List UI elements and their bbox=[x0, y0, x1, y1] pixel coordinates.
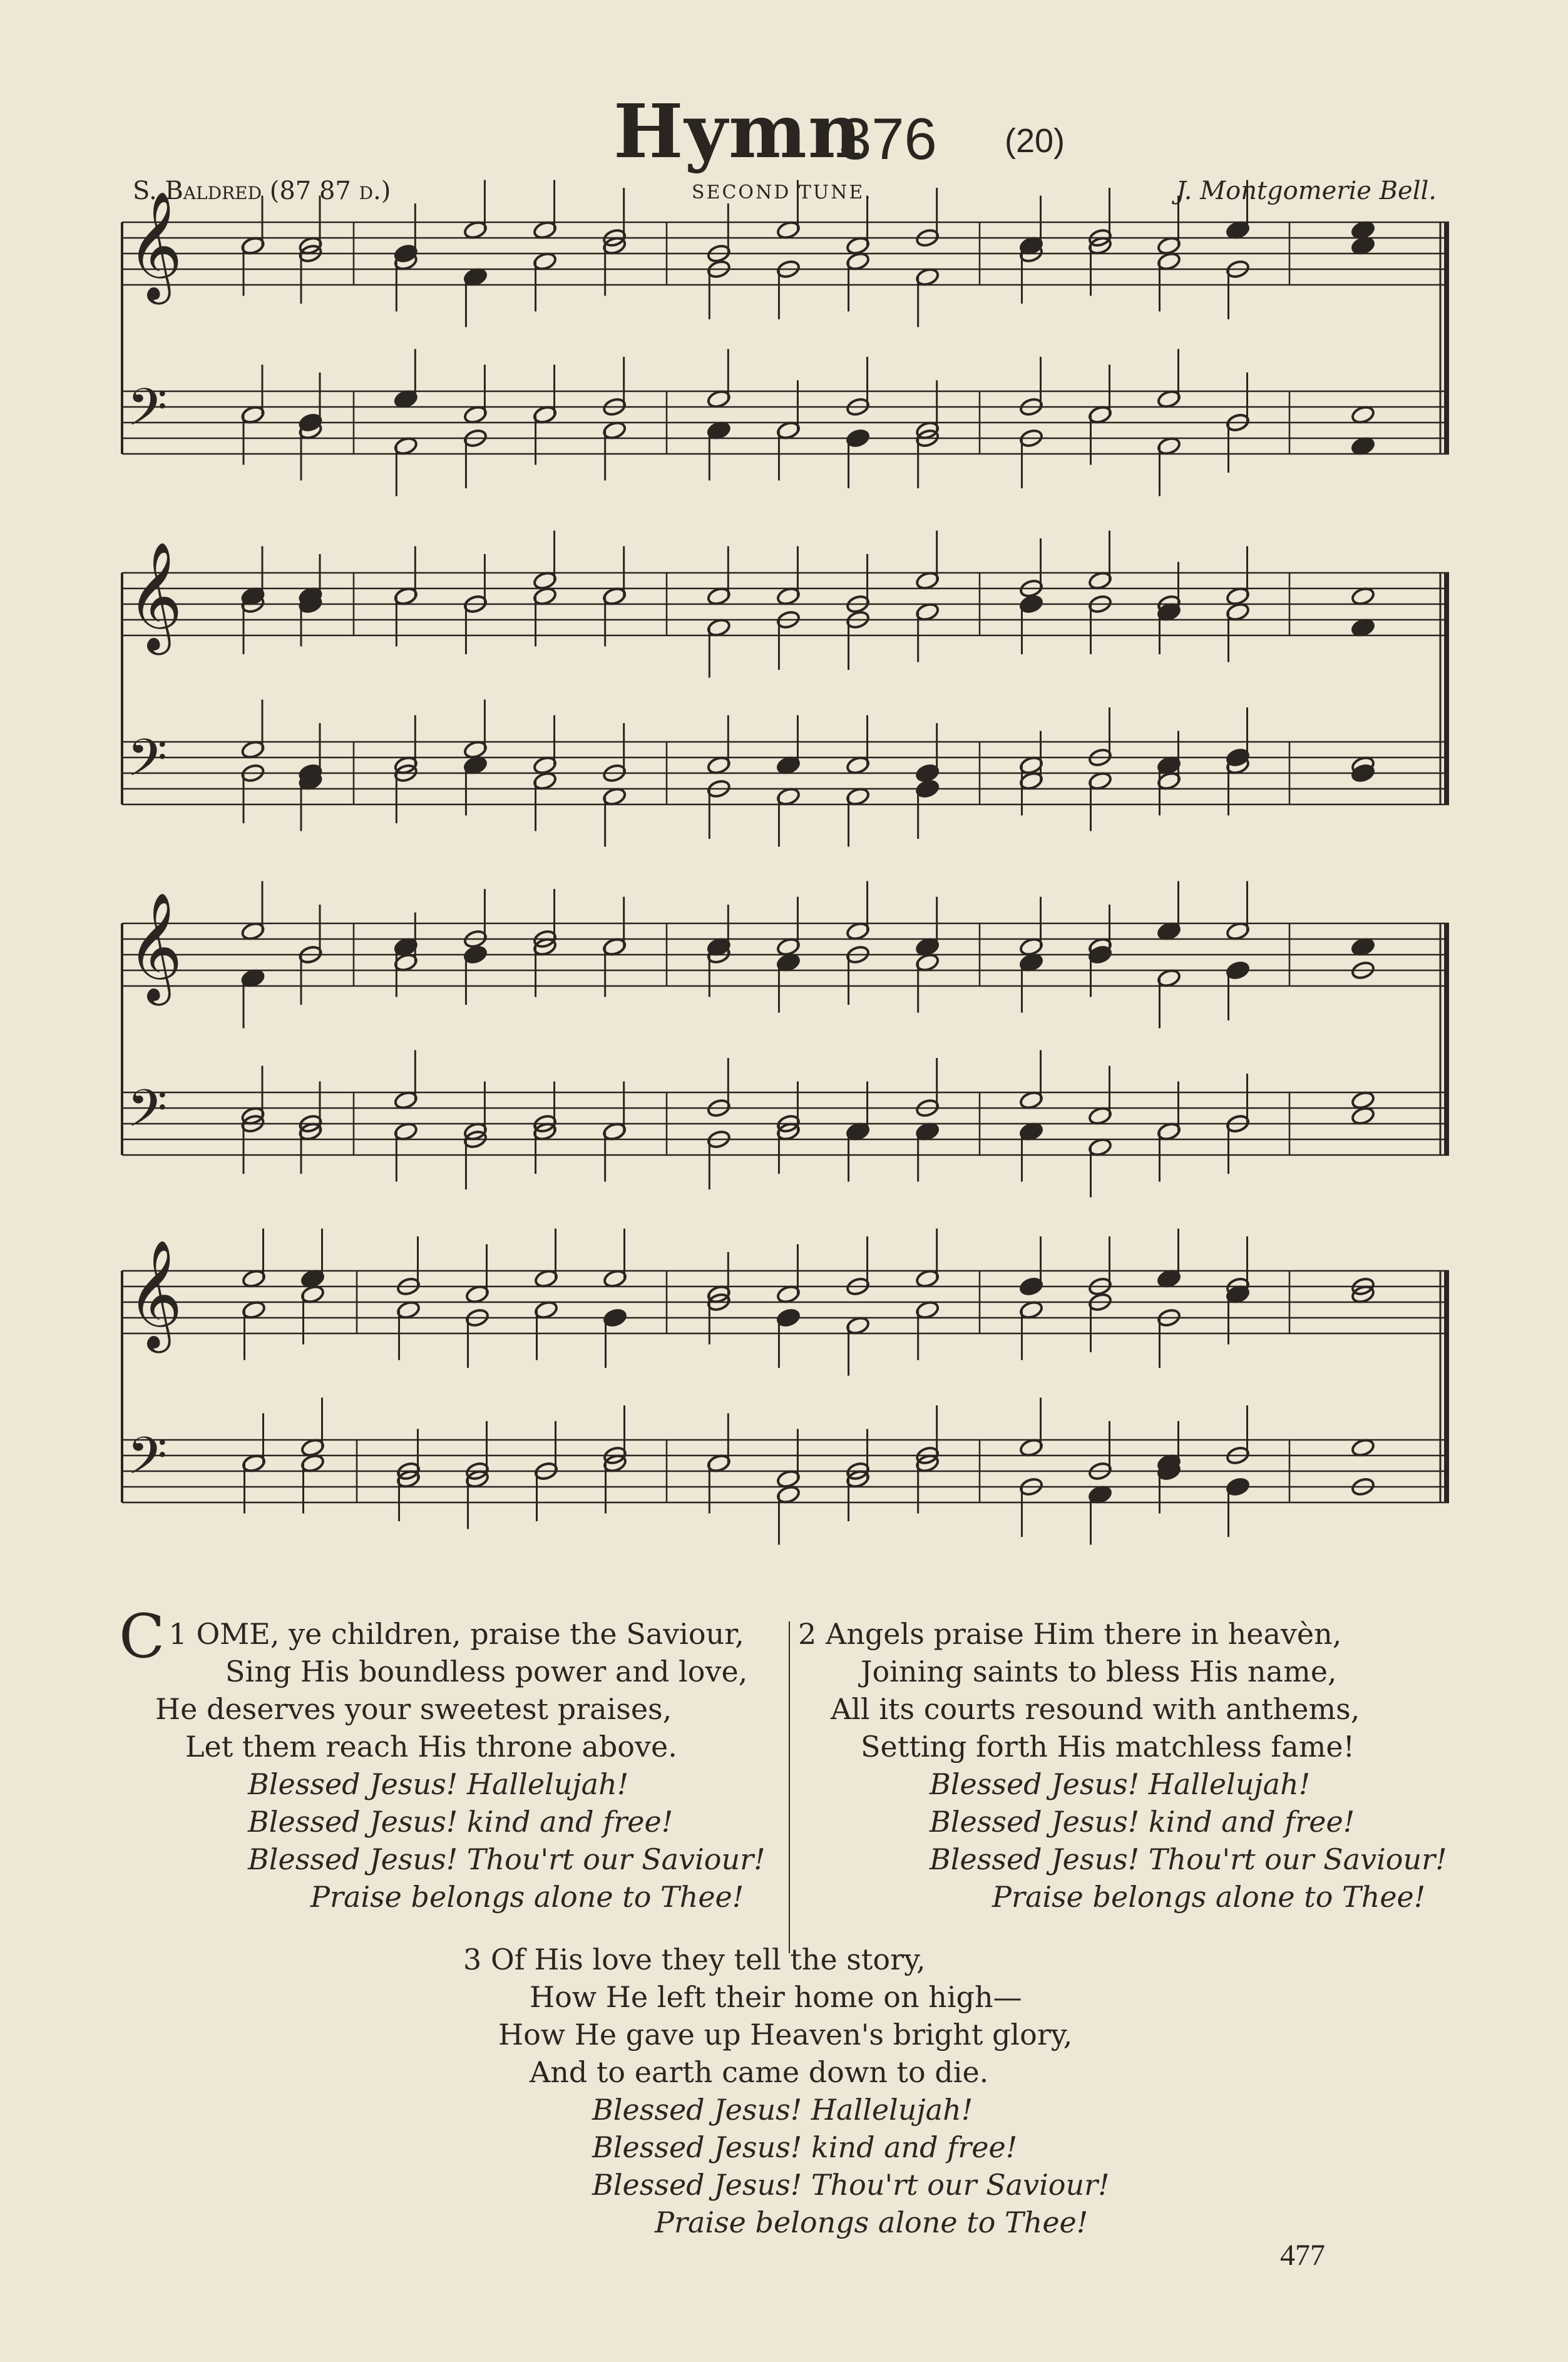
treble-clef-icon: 𝄞 bbox=[127, 892, 183, 1001]
refrain-line: Praise belongs alone to Thee! bbox=[655, 2205, 1089, 2239]
hymn-number: 376 bbox=[839, 106, 937, 172]
treble-clef-icon: 𝄞 bbox=[127, 542, 183, 650]
tune-name: S. Baldred (87 87 d.) bbox=[133, 177, 391, 205]
verse-line: Of His love they tell the story, bbox=[491, 1943, 926, 1976]
verse-number: 3 bbox=[463, 1943, 482, 1976]
verse-line: How He gave up Heaven's bright glory, bbox=[498, 2018, 1073, 2051]
verse-line: Sing His boundless power and love, bbox=[225, 1655, 748, 1688]
verse-divider bbox=[789, 1621, 790, 1953]
refrain-line: Blessed Jesus! kind and free! bbox=[592, 2130, 1018, 2164]
refrain-line: Praise belongs alone to Thee! bbox=[992, 1880, 1426, 1914]
refrain-line: Blessed Jesus! kind and free! bbox=[248, 1805, 674, 1839]
treble-clef-icon: 𝄞 bbox=[127, 1240, 183, 1348]
verse-number: 2 bbox=[798, 1617, 817, 1651]
verse-2 bbox=[798, 1615, 1447, 1916]
verse-line: All its courts resound with anthems, bbox=[831, 1692, 1360, 1726]
tune-note: SECOND TUNE. bbox=[692, 182, 873, 203]
verse-3 bbox=[463, 1941, 1110, 2241]
refrain-line: Blessed Jesus! Thou'rt our Saviour! bbox=[930, 1842, 1447, 1876]
refrain-line: Blessed Jesus! Hallelujah! bbox=[592, 2093, 973, 2127]
bass-clef-icon: 𝄢 bbox=[127, 1078, 168, 1151]
verse-line: He deserves your sweetest praises, bbox=[155, 1692, 672, 1726]
bass-clef-icon: 𝄢 bbox=[127, 377, 168, 450]
verse-line: Angels praise Him there in heavèn, bbox=[826, 1617, 1342, 1651]
page-number: 477 bbox=[1280, 2239, 1325, 2272]
refrain-line: Blessed Jesus! Thou'rt our Saviour! bbox=[248, 1842, 766, 1876]
bass-clef-icon: 𝄢 bbox=[127, 1425, 168, 1499]
verse-line: OME, ye children, praise the Saviour, bbox=[196, 1617, 744, 1651]
verse-line: Joining saints to bless His name, bbox=[861, 1655, 1337, 1688]
verse-number: 1 bbox=[168, 1617, 187, 1651]
verse-line: Setting forth His matchless fame! bbox=[861, 1730, 1355, 1764]
refrain-line: Praise belongs alone to Thee! bbox=[310, 1880, 744, 1914]
refrain-line: Blessed Jesus! Hallelujah! bbox=[248, 1767, 629, 1801]
quarter-note bbox=[1351, 763, 1375, 783]
treble-clef-icon: 𝄞 bbox=[127, 191, 183, 300]
refrain-line: Blessed Jesus! Hallelujah! bbox=[930, 1767, 1311, 1801]
refrain-line: Blessed Jesus! Thou'rt our Saviour! bbox=[592, 2168, 1110, 2202]
refrain-line: Blessed Jesus! kind and free! bbox=[930, 1805, 1355, 1839]
verse-line: Let them reach His throne above. bbox=[185, 1730, 677, 1764]
verse-line: And to earth came down to die. bbox=[530, 2055, 989, 2089]
drop-cap: C bbox=[119, 1601, 165, 1671]
hymn-alt-number: (20) bbox=[1005, 122, 1065, 160]
author: J. Montgomerie Bell. bbox=[1176, 177, 1437, 205]
hymn-title-word: Hymn bbox=[613, 88, 863, 175]
bass-clef-icon: 𝄢 bbox=[127, 727, 168, 801]
verse-line: How He left their home on high— bbox=[530, 1980, 1022, 2014]
verse-1 bbox=[119, 1601, 766, 1916]
